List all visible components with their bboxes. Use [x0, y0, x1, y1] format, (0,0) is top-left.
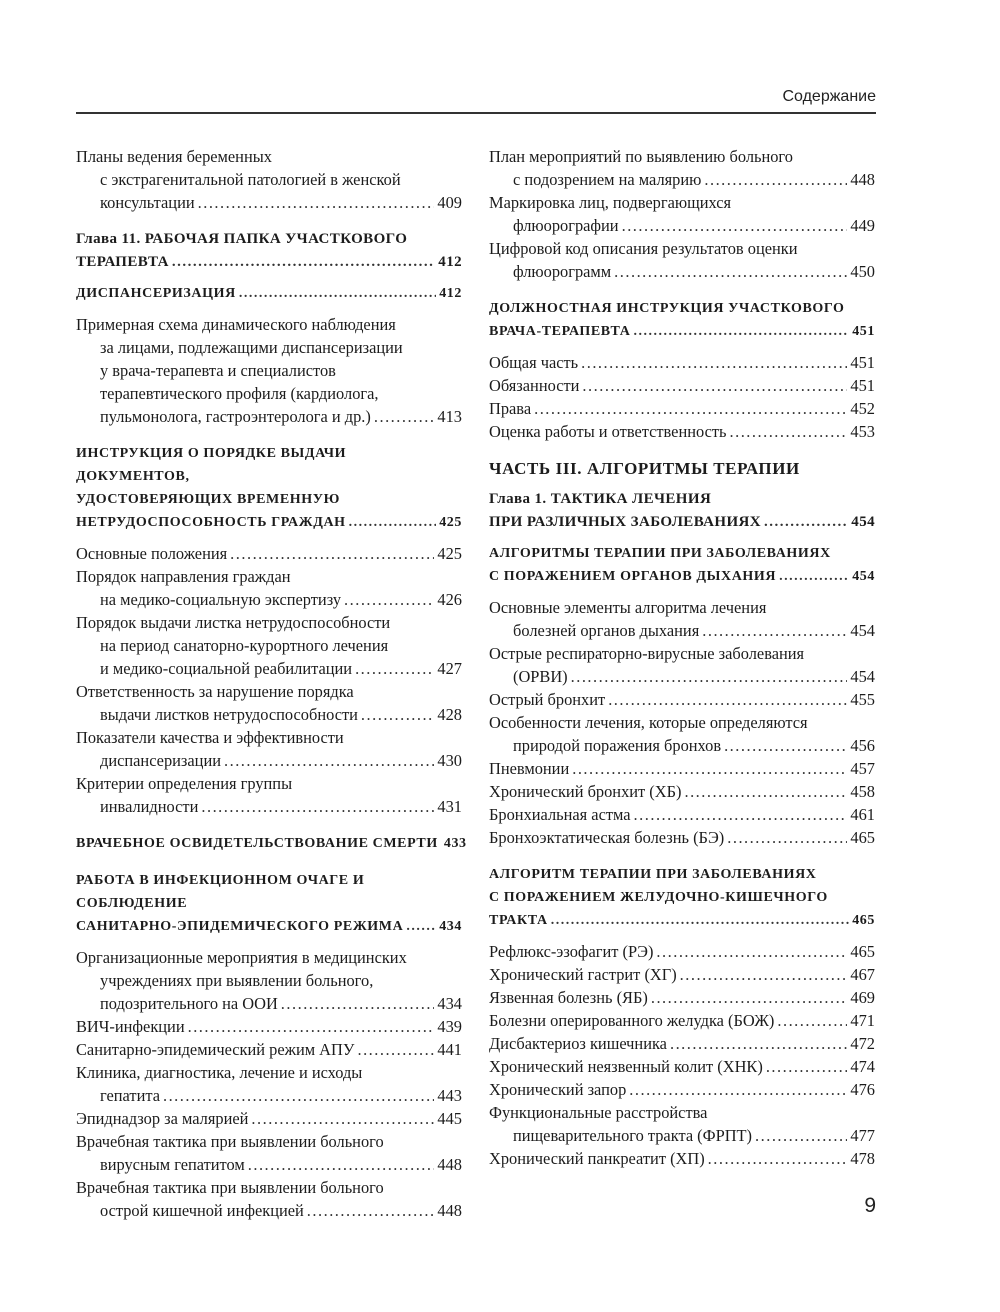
dot-leader: [702, 619, 847, 642]
toc-section-heading: [76, 869, 462, 938]
spacer: [76, 855, 462, 869]
dot-leader: [551, 909, 849, 932]
dot-leader: [201, 795, 434, 818]
dot-leader: [344, 588, 434, 611]
toc-entry: [76, 680, 462, 726]
toc-entry-line: Особенности лечения, которые определяются: [489, 713, 808, 732]
toc-entry: [489, 688, 875, 711]
spacer: [76, 428, 462, 442]
toc-entry: [76, 542, 462, 565]
toc-page-number: 451: [852, 324, 875, 339]
toc-entry: [489, 191, 875, 237]
toc-entry-line: Порядок направления граждан: [76, 567, 291, 586]
toc-entry-line: Острые респираторно-вирусные заболевания: [489, 644, 805, 663]
toc-page-number: 445: [437, 1109, 462, 1128]
toc-entry-line: у врача-терапевта и специалистов: [100, 361, 336, 380]
toc-page-number: 472: [850, 1034, 875, 1053]
toc-page-number: 476: [850, 1080, 875, 1099]
toc-entry-text: на медико-социальную экспертизу: [100, 590, 342, 609]
toc-entry-text: инвалидности: [100, 797, 199, 816]
dot-leader: [764, 511, 848, 534]
toc-entry-line: [489, 374, 875, 397]
toc-entry: [489, 780, 875, 803]
toc-entry-line: [76, 588, 462, 611]
toc-entry-line: [76, 992, 462, 1015]
toc-entry-line: [489, 1124, 875, 1147]
toc-section-heading: [489, 542, 875, 588]
toc-entry-text: пульмонолога, гастроэнтеролога и др.): [100, 407, 371, 426]
toc-entry-line: [489, 909, 875, 932]
spacer: [489, 932, 875, 940]
spacer: [489, 534, 875, 542]
toc-entry-line: [76, 1107, 462, 1130]
toc-entry-line: [76, 657, 462, 680]
toc-entry: [76, 772, 462, 818]
toc-entry-text: консультации: [100, 193, 195, 212]
dot-leader: [198, 191, 435, 214]
toc-entry-line: [489, 565, 875, 588]
toc-entry-line: Маркировка лиц, подвергающихся: [489, 193, 732, 212]
toc-entry-text: Бронхиальная астма: [489, 805, 631, 824]
toc-entry-line: [489, 1009, 875, 1032]
dot-leader: [670, 1032, 847, 1055]
spacer: [76, 214, 462, 228]
toc-entry: [489, 145, 875, 191]
dot-leader: [534, 397, 847, 420]
toc-entry-text: Дисбактериоз кишечника: [489, 1034, 667, 1053]
toc-entry-line: [489, 260, 875, 283]
toc-page-number: 448: [850, 170, 875, 189]
toc-entry: [76, 1107, 462, 1130]
toc-page-number: 427: [437, 659, 462, 678]
dot-leader: [406, 915, 436, 938]
toc-entry-line: [489, 1147, 875, 1170]
toc-entry-line: С ПОРАЖЕНИЕМ ЖЕЛУДОЧНО-КИШЕЧНОГО: [489, 890, 828, 905]
toc-entry-line: [489, 826, 875, 849]
toc-entry-line: Врачебная тактика при выявлении больного: [76, 1132, 384, 1151]
toc-entry: [489, 374, 875, 397]
toc-entry-text: Обязанности: [489, 376, 580, 395]
dot-leader: [163, 1084, 434, 1107]
toc-entry-line: терапевтического профиля (кардиолога,: [100, 384, 379, 403]
toc-entry: [76, 1130, 462, 1176]
dot-leader: [766, 1055, 848, 1078]
toc-entry: [489, 1009, 875, 1032]
toc-page-number: 461: [850, 805, 875, 824]
toc-entry-line: [489, 803, 875, 826]
toc-entry-line: на период санаторно-курортного лечения: [100, 636, 389, 655]
spacer: [489, 588, 875, 596]
dot-leader: [248, 1153, 435, 1176]
dot-leader: [724, 734, 847, 757]
toc-entry-line: [489, 688, 875, 711]
toc-entry-line: [489, 986, 875, 1009]
toc-entry-line: с экстрагенитальной патологией в женской: [100, 170, 401, 189]
running-title: Содержание: [782, 88, 876, 105]
toc-entry-text: Язвенная болезнь (ЯБ): [489, 988, 648, 1007]
toc-entry-line: учреждениях при выявлении больного,: [100, 971, 374, 990]
toc-entry: [76, 1061, 462, 1107]
toc-page-number: 413: [437, 407, 462, 426]
toc-entry-line: [489, 734, 875, 757]
toc-page-number: 465: [850, 942, 875, 961]
toc-page-number: 458: [850, 782, 875, 801]
dot-leader: [727, 826, 847, 849]
dot-leader: [374, 405, 435, 428]
toc-entry-text: ВРАЧЕБНОЕ ОСВИДЕТЕЛЬСТВОВАНИЕ СМЕРТИ: [76, 836, 438, 851]
toc-entry-text: ПРИ РАЗЛИЧНЫХ ЗАБОЛЕВАНИЯХ: [489, 514, 761, 530]
toc-entry: [76, 1015, 462, 1038]
dot-leader: [281, 992, 435, 1015]
dot-leader: [708, 1147, 848, 1170]
toc-entry-line: [489, 780, 875, 803]
toc-entry-text: Рефлюкс-эзофагит (РЭ): [489, 942, 654, 961]
toc-page-number: 425: [437, 544, 462, 563]
page-number: 9: [864, 1194, 876, 1217]
toc-entry-line: Критерии определения группы: [76, 774, 293, 793]
spacer: [76, 274, 462, 282]
dot-leader: [651, 986, 848, 1009]
toc-entry-line: [76, 1015, 462, 1038]
dot-leader: [349, 511, 437, 534]
toc-page-number: 449: [850, 216, 875, 235]
toc-entry: [489, 711, 875, 757]
toc-page-number: 412: [438, 254, 462, 270]
toc-entry-text: природой поражения бронхов: [513, 736, 722, 755]
dot-leader: [357, 1038, 434, 1061]
toc-page-number: 454: [850, 667, 875, 686]
dot-leader: [779, 565, 849, 588]
toc-entry-line: Функциональные расстройства: [489, 1103, 708, 1122]
toc-entry-line: [76, 832, 467, 855]
dot-leader: [172, 251, 435, 274]
dot-leader: [755, 1124, 847, 1147]
toc-page-number: 478: [850, 1149, 875, 1168]
toc-entry-line: Глава 11. РАБОЧАЯ ПАПКА УЧАСТКОВОГО: [76, 231, 408, 247]
toc-page-number: 456: [850, 736, 875, 755]
toc-page-number: 465: [850, 828, 875, 847]
toc-entry-line: ДОЛЖНОСТНАЯ ИНСТРУКЦИЯ УЧАСТКОВОГО: [489, 301, 845, 316]
dot-leader: [656, 940, 847, 963]
toc-entry-line: АЛГОРИТМЫ ТЕРАПИИ ПРИ ЗАБОЛЕВАНИЯХ: [489, 546, 831, 561]
toc-entry: [489, 1101, 875, 1147]
toc-entry-line: [489, 1055, 875, 1078]
toc-entry: [489, 1032, 875, 1055]
toc-entry-line: [489, 351, 875, 374]
toc-entry-text: Хронический неязвенный колит (ХНК): [489, 1057, 763, 1076]
dot-leader: [355, 657, 434, 680]
toc-entry-line: Примерная схема динамического наблюдения: [76, 315, 396, 334]
dot-leader: [581, 351, 847, 374]
dot-leader: [571, 665, 848, 688]
toc-entry-line: АЛГОРИТМ ТЕРАПИИ ПРИ ЗАБОЛЕВАНИЯХ: [489, 867, 817, 882]
toc-entry-text: пищеварительного тракта (ФРПТ): [513, 1126, 753, 1145]
spacer: [489, 849, 875, 863]
toc-entry-text: флюорографии: [513, 216, 619, 235]
toc-entry: [76, 611, 462, 680]
toc-entry-line: Планы ведения беременных: [76, 147, 272, 166]
toc-entry-line: [76, 191, 462, 214]
toc-entry-line: [76, 1199, 462, 1222]
toc-entry-line: за лицами, подлежащими диспансеризации: [100, 338, 403, 357]
toc-entry-line: [489, 420, 875, 443]
toc-entry-text: вирусным гепатитом: [100, 1155, 245, 1174]
toc-entry-line: [489, 940, 875, 963]
toc-entry-text: НЕТРУДОСПОСОБНОСТЬ ГРАЖДАН: [76, 515, 346, 530]
toc-entry-text: ВИЧ-инфекции: [76, 1017, 185, 1036]
dot-leader: [622, 214, 848, 237]
toc-entry-line: План мероприятий по выявлению больного: [489, 147, 793, 166]
toc-entry: [489, 642, 875, 688]
toc-entry-line: [489, 214, 875, 237]
toc-entry-line: Показатели качества и эффективности: [76, 728, 344, 747]
toc-entry-text: Основные положения: [76, 544, 228, 563]
toc-entry-line: [76, 795, 462, 818]
spacer: [76, 818, 462, 832]
toc-entry-text: выдачи листков нетрудоспособности: [100, 705, 358, 724]
toc-entry-line: Глава 1. ТАКТИКА ЛЕЧЕНИЯ: [489, 491, 712, 507]
toc-entry-text: ТРАКТА: [489, 913, 548, 928]
toc-page-number: 433: [443, 836, 467, 851]
toc-page-number: 425: [439, 515, 462, 530]
toc-column-right: [489, 145, 875, 1170]
toc-page-number: 434: [439, 919, 462, 934]
toc-page-number: 450: [850, 262, 875, 281]
toc-entry-text: с подозрением на малярию: [513, 170, 702, 189]
toc-page-number: 457: [850, 759, 875, 778]
toc-entry-text: болезней органов дыхания: [513, 621, 700, 640]
toc-entry-line: [76, 282, 462, 305]
toc-page-number: 451: [850, 353, 875, 372]
toc-entry-text: ЧАСТЬ III. АЛГОРИТМЫ ТЕРАПИИ: [489, 459, 800, 478]
toc-entry-line: [489, 963, 875, 986]
toc-entry-line: [76, 542, 462, 565]
toc-page-number: 451: [850, 376, 875, 395]
toc-section-heading: [76, 442, 462, 534]
toc-entry-line: [76, 251, 462, 274]
dot-leader: [224, 749, 434, 772]
toc-entry-text: Хронический запор: [489, 1080, 627, 1099]
toc-entry: [489, 351, 875, 374]
toc-entry-line: Клиника, диагностика, лечение и исходы: [76, 1063, 363, 1082]
dot-leader: [614, 260, 847, 283]
toc-entry-line: Порядок выдачи листка нетрудоспособности: [76, 613, 391, 632]
toc-page-number: 467: [850, 965, 875, 984]
toc-section-heading: [489, 863, 875, 932]
toc-page-number: 454: [852, 569, 875, 584]
toc-entry-line: [489, 168, 875, 191]
toc-entry-line: [489, 1078, 875, 1101]
toc-entry-line: Основные элементы алгоритма лечения: [489, 598, 767, 617]
dot-leader: [230, 542, 434, 565]
toc-page-number: 469: [850, 988, 875, 1007]
dot-leader: [239, 282, 436, 305]
toc-entry-text: С ПОРАЖЕНИЕМ ОРГАНОВ ДЫХАНИЯ: [489, 569, 777, 584]
toc-entry: [489, 1078, 875, 1101]
spacer: [489, 283, 875, 297]
toc-entry: [489, 940, 875, 963]
toc-entry-text: флюорограмм: [513, 262, 612, 281]
toc-page-number: 439: [437, 1017, 462, 1036]
toc-page-number: 452: [850, 399, 875, 418]
toc-entry-text: Пневмонии: [489, 759, 570, 778]
toc-entry-text: Острый бронхит: [489, 690, 606, 709]
toc-entry-line: [76, 703, 462, 726]
toc-entry-line: [76, 1084, 462, 1107]
toc-entry: [76, 1038, 462, 1061]
toc-entry-text: и медико-социальной реабилитации: [100, 659, 353, 678]
toc-entry-line: [489, 397, 875, 420]
toc-page-number: 412: [439, 286, 462, 301]
toc-entry-text: ДИСПАНСЕРИЗАЦИЯ: [76, 286, 236, 301]
toc-entry-text: подозрительного на ООИ: [100, 994, 278, 1013]
toc-page-number: 448: [437, 1155, 462, 1174]
toc-entry-line: [489, 320, 875, 343]
toc-page-number: 431: [437, 797, 462, 816]
dot-leader: [777, 1009, 847, 1032]
spacer: [489, 480, 875, 488]
dot-leader: [629, 1078, 847, 1101]
toc-page-number: 455: [850, 690, 875, 709]
toc-entry-text: Болезни оперированного желудка (БОЖ): [489, 1011, 775, 1030]
toc-entry-text: Оценка работы и ответственность: [489, 422, 727, 441]
dot-leader: [680, 963, 848, 986]
toc-page-number: 443: [437, 1086, 462, 1105]
toc-entry-text: Бронхоэктатическая болезнь (БЭ): [489, 828, 725, 847]
dot-leader: [633, 320, 849, 343]
toc-entry-line: [489, 757, 875, 780]
toc-entry-text: Хронический бронхит (ХБ): [489, 782, 682, 801]
toc-entry-text: острой кишечной инфекцией: [100, 1201, 304, 1220]
toc-page-number: 465: [852, 913, 875, 928]
toc-page-number: 454: [851, 514, 875, 530]
spacer: [76, 938, 462, 946]
dot-leader: [188, 1015, 435, 1038]
toc-entry-text: гепатита: [100, 1086, 160, 1105]
toc-entry-line: Цифровой код описания результатов оценки: [489, 239, 798, 258]
dot-leader: [361, 703, 434, 726]
toc-entry-line: [489, 619, 875, 642]
toc-chapter-heading: [489, 488, 875, 534]
toc-page-number: 453: [850, 422, 875, 441]
toc-page-number: 441: [437, 1040, 462, 1059]
dot-leader: [634, 803, 848, 826]
toc-entry-line: [489, 457, 875, 480]
toc-entry-line: [76, 915, 462, 938]
toc-entry-text: ТЕРАПЕВТА: [76, 254, 169, 270]
toc-entry-line: ИНСТРУКЦИЯ О ПОРЯДКЕ ВЫДАЧИ ДОКУМЕНТОВ,: [76, 446, 347, 484]
toc-entry-line: [489, 665, 875, 688]
toc-page-number: 477: [850, 1126, 875, 1145]
toc-entry-text: САНИТАРНО-ЭПИДЕМИЧЕСКОГО РЕЖИМА: [76, 919, 404, 934]
toc-page-number: 430: [437, 751, 462, 770]
toc-entry-line: [76, 511, 462, 534]
toc-entry-line: [76, 1153, 462, 1176]
toc-entry-text: Права: [489, 399, 532, 418]
toc-entry: [489, 420, 875, 443]
spacer: [489, 443, 875, 457]
toc-entry: [76, 726, 462, 772]
toc-entry-line: [76, 405, 462, 428]
toc-entry-text: (ОРВИ): [513, 667, 568, 686]
toc-entry-line: [76, 749, 462, 772]
toc-page-number: 434: [437, 994, 462, 1013]
toc-page-number: 428: [437, 705, 462, 724]
toc-entry: [489, 986, 875, 1009]
toc-entry: [76, 1176, 462, 1222]
dot-leader: [572, 757, 847, 780]
toc-entry-text: Хронический панкреатит (ХП): [489, 1149, 705, 1168]
toc-entry-text: Санитарно-эпидемический режим АПУ: [76, 1040, 355, 1059]
toc-entry: [489, 1147, 875, 1170]
toc-entry-text: диспансеризации: [100, 751, 221, 770]
toc-page-number: 454: [850, 621, 875, 640]
toc-entry-line: Ответственность за нарушение порядка: [76, 682, 354, 701]
toc-entry-line: [76, 1038, 462, 1061]
spacer: [76, 534, 462, 542]
toc-page-number: 448: [437, 1201, 462, 1220]
toc-chapter-heading: [76, 228, 462, 274]
toc-section-heading: [76, 832, 467, 855]
toc-entry: [489, 826, 875, 849]
toc-entry-line: Организационные мероприятия в медицинских: [76, 948, 407, 967]
dot-leader: [684, 780, 847, 803]
toc-page-number: 474: [850, 1057, 875, 1076]
toc-page-number: 426: [437, 590, 462, 609]
toc-entry: [489, 1055, 875, 1078]
toc-entry-line: УДОСТОВЕРЯЮЩИХ ВРЕМЕННУЮ: [76, 492, 340, 507]
dot-leader: [251, 1107, 434, 1130]
toc-section-heading: [489, 297, 875, 343]
toc-part-heading: [489, 457, 875, 480]
toc-entry: [489, 397, 875, 420]
toc-entry-line: РАБОТА В ИНФЕКЦИОННОМ ОЧАГЕ И СОБЛЮДЕНИЕ: [76, 873, 365, 911]
running-head: [76, 88, 876, 114]
spacer: [489, 343, 875, 351]
toc-entry: [489, 803, 875, 826]
toc-entry-line: [489, 1032, 875, 1055]
dot-leader: [582, 374, 847, 397]
toc-entry: [76, 946, 462, 1015]
dot-leader: [608, 688, 847, 711]
toc-entry: [76, 313, 462, 428]
dot-leader: [730, 420, 848, 443]
dot-leader: [704, 168, 847, 191]
toc-entry: [489, 757, 875, 780]
dot-leader: [307, 1199, 435, 1222]
toc-entry: [489, 237, 875, 283]
toc-entry: [76, 565, 462, 611]
toc-entry-line: Врачебная тактика при выявлении больного: [76, 1178, 384, 1197]
toc-page-number: 409: [437, 193, 462, 212]
toc-entry-text: ВРАЧА-ТЕРАПЕВТА: [489, 324, 631, 339]
spacer: [76, 305, 462, 313]
toc-entry-text: Хронический гастрит (ХГ): [489, 965, 677, 984]
toc-column-left: [76, 145, 467, 1222]
toc-entry-text: Общая часть: [489, 353, 579, 372]
toc-entry-line: [489, 511, 875, 534]
toc-entry: [76, 145, 462, 214]
toc-entry-text: Эпиднадзор за малярией: [76, 1109, 249, 1128]
toc-entry: [489, 596, 875, 642]
toc-page-number: 471: [850, 1011, 875, 1030]
toc-entry: [489, 963, 875, 986]
toc-section-heading: [76, 282, 462, 305]
